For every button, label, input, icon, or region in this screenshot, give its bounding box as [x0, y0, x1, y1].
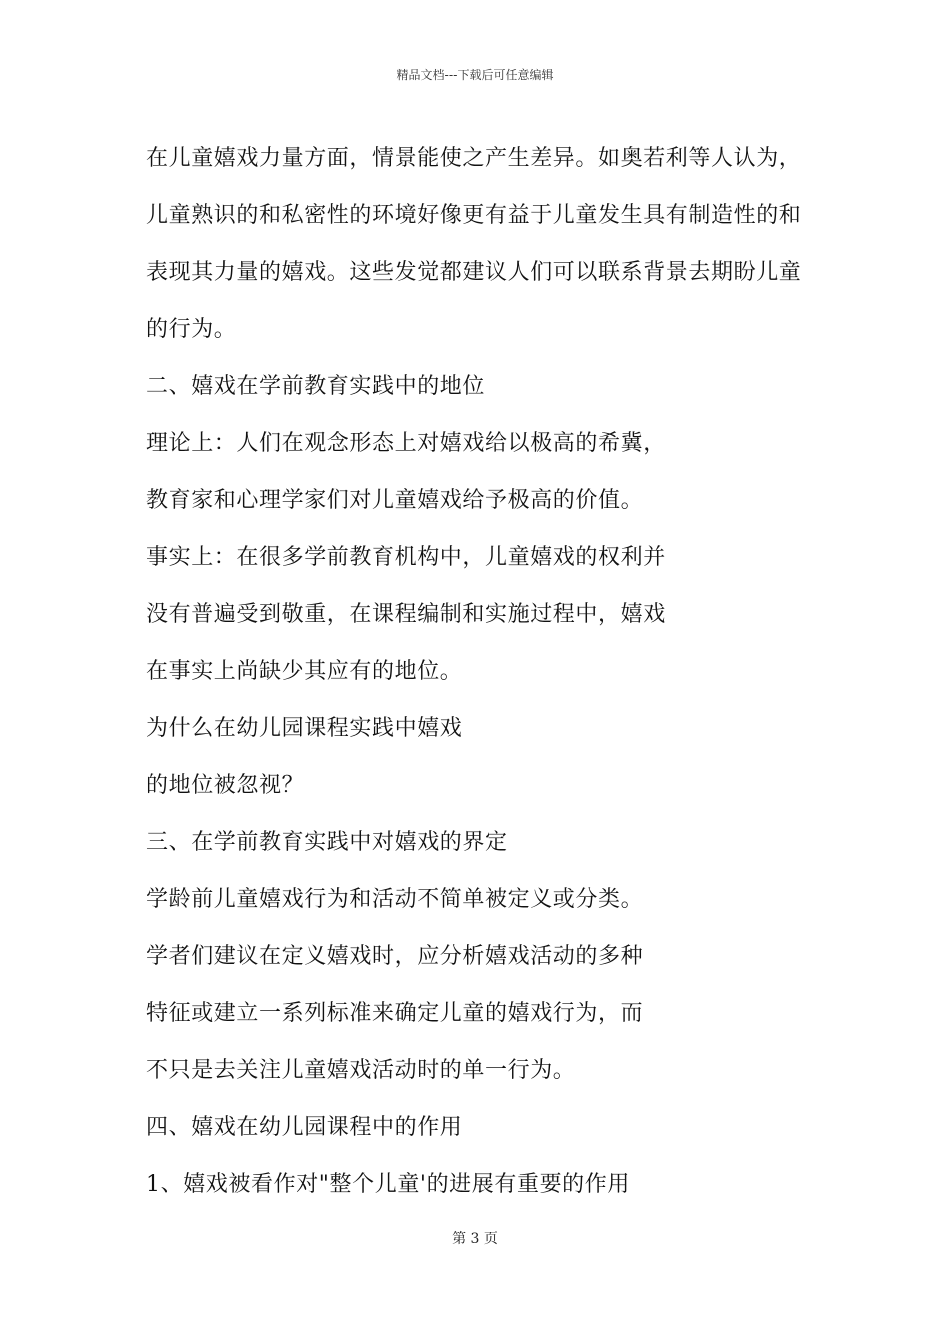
body-line-16: 特征或建立一系列标准来确定儿童的嬉戏行为，而 — [146, 1001, 644, 1026]
page-number: 第 3 页 — [452, 1231, 498, 1247]
body-line-2: 儿童熟识的和私密性的环境好像更有益于儿童发生具有制造性的和 — [146, 203, 802, 228]
body-line-19: 1、嬉戏被看作对"整个儿童'的进展有重要的作用 — [146, 1172, 630, 1197]
body-line-17: 不只是去关注儿童嬉戏活动时的单一行为。 — [146, 1058, 576, 1083]
body-line-12: 的地位被忽视？ — [146, 773, 305, 798]
body-line-14: 学龄前儿童嬉戏行为和活动不简单被定义或分类。 — [146, 887, 644, 912]
body-line-8: 事实上：在很多学前教育机构中，儿童嬉戏的权利并 — [146, 545, 666, 570]
section-heading-3: 三、在学前教育实践中对嬉戏的界定 — [146, 830, 508, 855]
section-heading-2: 二、嬉戏在学前教育实践中的地位 — [146, 374, 486, 399]
body-line-6: 理论上：人们在观念形态上对嬉戏给以极高的希冀， — [146, 431, 666, 456]
document-header: 精品文档---下载后可任意编辑 — [396, 68, 554, 82]
body-line-4: 的行为。 — [146, 317, 237, 342]
section-heading-4: 四、嬉戏在幼儿园课程中的作用 — [146, 1115, 463, 1140]
body-line-1: 在儿童嬉戏力量方面，情景能使之产生差异。如奥若利等人认为， — [146, 146, 802, 171]
document-body — [146, 130, 826, 1213]
body-line-10: 在事实上尚缺少其应有的地位。 — [146, 659, 463, 684]
body-line-11: 为什么在幼儿园课程实践中嬉戏 — [146, 716, 463, 741]
body-line-15: 学者们建议在定义嬉戏时，应分析嬉戏活动的多种 — [146, 944, 644, 969]
body-line-9: 没有普遍受到敬重，在课程编制和实施过程中，嬉戏 — [146, 602, 666, 627]
body-line-7: 教育家和心理学家们对儿童嬉戏给予极高的价值。 — [146, 488, 644, 513]
body-line-3: 表现其力量的嬉戏。这些发觉都建议人们可以联系背景去期盼儿童 — [146, 260, 802, 285]
